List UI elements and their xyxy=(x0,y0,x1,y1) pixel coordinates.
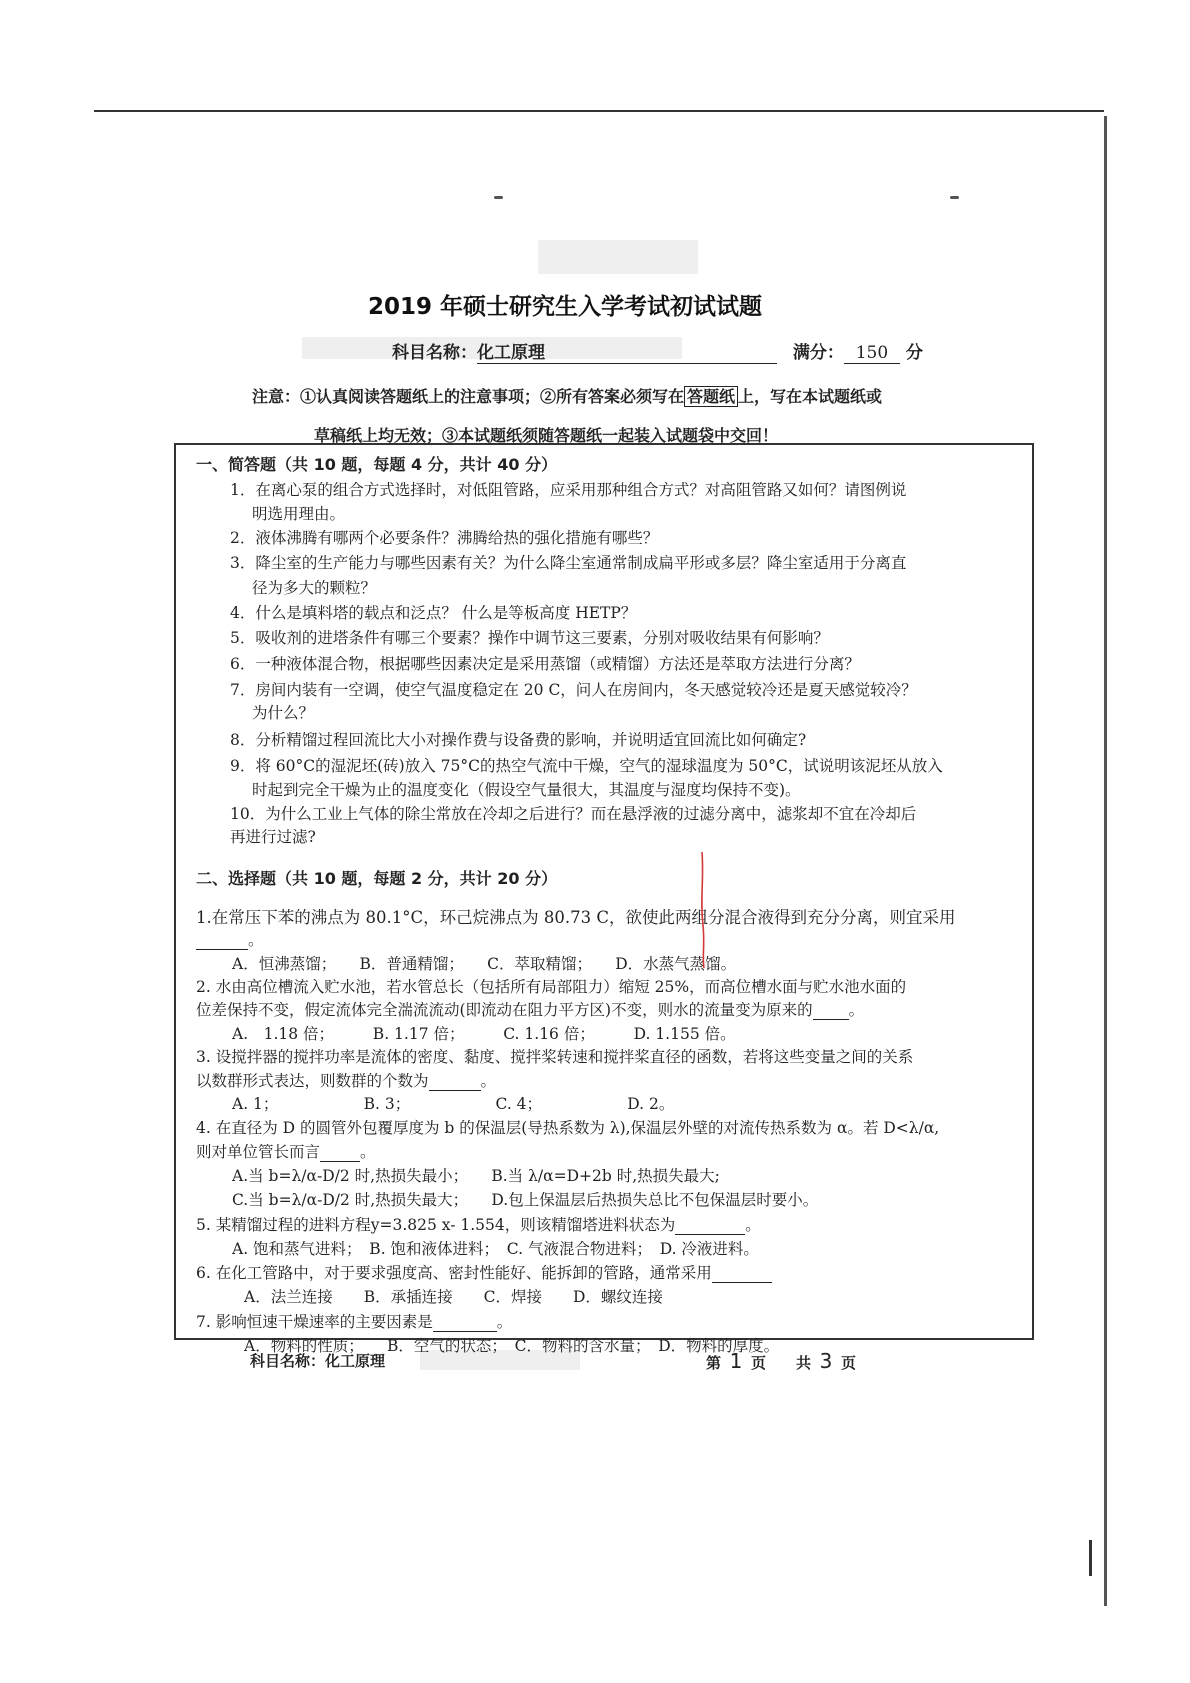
page-number: 1 xyxy=(729,1349,743,1373)
s2-q5-options: A. 饱和蒸气进料； B. 饱和液体进料； C. 气液混合物进料； D. 冷液进料。 xyxy=(232,1240,759,1258)
s1-q4: 4．什么是填料塔的载点和泛点？ 什么是等板高度 HETP？ xyxy=(230,604,637,622)
s2-q3-text: 以数群形式表达，则数群的个数为 xyxy=(196,1072,429,1090)
exam-title: 2019 年硕士研究生入学考试初试试题 xyxy=(367,294,763,320)
notice-line-2: 草稿纸上均无效；③本试题纸须随答题纸一起装入试题袋中交回！ xyxy=(314,426,779,445)
s1-q8: 8．分析精馏过程回流比大小对操作费与设备费的影响，并说明适宜回流比如何确定? xyxy=(230,731,807,749)
s2-q7-text: 7. 影响恒速干燥速率的主要因素是 xyxy=(196,1313,433,1331)
red-pen-mark xyxy=(696,850,712,970)
s2-q1-blank xyxy=(196,933,248,950)
s2-q3-line1: 3. 设搅拌器的搅拌功率是流体的密度、黏度、搅拌桨转速和搅拌桨直径的函数，若将这些变量之间的关系 xyxy=(196,1048,914,1066)
s1-q1-line2: 明选用理由。 xyxy=(252,505,346,523)
footer-page xyxy=(706,1349,856,1373)
s2-q6-options: A．法兰连接 B．承插连接 C．焊接 D．螺纹连接 xyxy=(244,1288,663,1306)
s2-q1-period: 。 xyxy=(248,931,264,949)
s2-q2-line2 xyxy=(196,1003,864,1020)
scan-mark xyxy=(1089,1540,1092,1576)
redacted-stamp xyxy=(538,240,698,274)
subject-line xyxy=(392,338,923,364)
s1-q3-line1: 3．降尘室的生产能力与哪些因素有关？为什么降尘室通常制成扁平形或多层？降尘室适用于分离直 xyxy=(230,554,907,572)
s2-q7-period: 。 xyxy=(496,1313,513,1331)
s1-q7-line1: 7．房间内装有一空调，使空气温度稳定在 20 C，问人在房间内，冬天感觉较冷还是夏天感觉较冷？ xyxy=(230,681,917,699)
punch-mark-left xyxy=(494,196,503,199)
subject-label: 科目名称： xyxy=(392,343,477,363)
notice-text-b: 上，写在本试题纸或 xyxy=(738,387,883,406)
s2-q4-line1: 4. 在直径为 D 的圆管外包覆厚度为 b 的保温层(导热系数为 λ),保温层外壁的对流传热系数为 α。若 D<λ/α, xyxy=(196,1119,940,1137)
subject-value: 化工原理 xyxy=(477,338,777,364)
s2-q5-text: 5. 某精馏过程的进料方程y=3.825 x- 1.554，则该精馏塔进料状态为 xyxy=(196,1216,676,1234)
s2-q1-line1: 1.在常压下苯的沸点为 80.1°C，环己烷沸点为 80.73 C，欲使此两组分混合液得到充分分离，则宜采用 xyxy=(196,908,956,927)
s2-q4-blank xyxy=(320,1145,360,1162)
s1-q3-line2: 径为多大的颗粒？ xyxy=(252,579,377,597)
punch-mark-right xyxy=(950,196,959,199)
page-suffix: 页 xyxy=(841,1354,857,1372)
page-prefix: 第 xyxy=(706,1354,722,1372)
s2-q2-blank xyxy=(813,1003,849,1020)
scan-border-right xyxy=(1104,116,1107,1606)
s2-q2-line1: 2. 水由高位槽流入贮水池，若水管总长（包括所有局部阻力）缩短 25%，而高位槽水面与贮水池水面的 xyxy=(196,978,907,996)
answer-sheet-box: 答题纸 xyxy=(684,386,738,407)
s1-q1-line1: 1．在离心泵的组合方式选择时，对低阻管路，应采用那种组合方式？对高阻管路又如何？请图例说 xyxy=(230,481,907,499)
score-unit: 分 xyxy=(905,343,923,363)
s1-q9-line1: 9．将 60°C的湿泥坯(砖)放入 75°C的热空气流中干燥，空气的湿球温度为 50°C，试说明该泥坯从放入 xyxy=(230,757,943,775)
scan-border-top xyxy=(94,110,1104,112)
s2-q6-text: 6. 在化工管路中，对于要求强度高、密封性能好、能拆卸的管路，通常采用 xyxy=(196,1264,712,1282)
section2-heading: 二、选择题（共 10 题，每题 2 分，共计 20 分） xyxy=(196,869,558,888)
s2-q5-period: 。 xyxy=(745,1216,761,1234)
s2-q7-blank xyxy=(433,1315,497,1332)
score-value: 150 xyxy=(844,343,900,364)
s2-q4-options-ab: A.当 b=λ/α-D/2 时,热损失最小； B.当 λ/α=D+2b 时,热损失最大; xyxy=(232,1167,720,1185)
s2-q4-line2 xyxy=(196,1145,376,1162)
s2-q4-options-cd: C.当 b=λ/α-D/2 时,热损失最大； D.包上保温层后热损失总比不包保温层时要小。 xyxy=(232,1191,819,1209)
s2-q5-blank xyxy=(675,1218,745,1235)
s2-q4-text: 则对单位管长而言 xyxy=(196,1143,321,1161)
s1-q6: 6．一种液体混合物，根据哪些因素决定是采用蒸馏（或精馏）方法还是萃取方法进行分离？ xyxy=(230,655,860,673)
page-total: 3 xyxy=(819,1349,833,1373)
s2-q3-period: 。 xyxy=(480,1072,497,1090)
s2-q3-options: A. 1； B. 3； C. 4； D. 2。 xyxy=(232,1095,675,1113)
s2-q2-text: 位差保持不变，假定流体完全湍流流动(即流动在阻力平方区)不变，则水的流量变为原来的 xyxy=(196,1001,813,1019)
s2-q4-period: 。 xyxy=(360,1143,376,1161)
s1-q5: 5．吸收剂的进塔条件有哪三个要素？操作中调节这三要素，分别对吸收结果有何影响？ xyxy=(230,629,829,647)
s1-q2: 2．液体沸腾有哪两个必要条件？沸腾给热的强化措施有哪些？ xyxy=(230,529,659,547)
s2-q1-options: A．恒沸蒸馏； B．普通精馏； C．萃取精馏； D．水蒸气蒸馏。 xyxy=(232,955,737,973)
s2-q6-line1 xyxy=(196,1266,772,1283)
s2-q3-blank xyxy=(429,1074,481,1091)
s2-q3-line2 xyxy=(196,1074,496,1091)
s1-q7-line2: 为什么？ xyxy=(252,704,315,722)
notice-text-a: 注意：①认真阅读答题纸上的注意事项；②所有答案必须写在 xyxy=(252,387,685,406)
s2-q1-line2 xyxy=(196,933,264,950)
s2-q6-blank xyxy=(712,1266,772,1283)
s2-q7-options: A．物料的性质； B．空气的状态； C．物料的含水量； D．物料的厚度。 xyxy=(244,1337,780,1355)
s1-q10-line1: 10．为什么工业上气体的除尘常放在冷却之后进行？而在悬浮液的过滤分离中，滤浆却不宜在冷却后 xyxy=(230,805,917,823)
s2-q2-options: A. 1.18 倍； B. 1.17 倍； C. 1.16 倍； D. 1.155 倍。 xyxy=(232,1025,736,1043)
s2-q2-period: 。 xyxy=(848,1001,865,1019)
s2-q5-line1 xyxy=(196,1218,761,1235)
section1-heading: 一、简答题（共 10 题，每题 4 分，共计 40 分） xyxy=(196,455,558,474)
score-label: 满分： xyxy=(792,343,844,363)
page-mid: 页 共 xyxy=(751,1354,812,1372)
s1-q10-line2: 再进行过滤? xyxy=(230,828,316,846)
footer-subject: 科目名称：化工原理 xyxy=(250,1352,386,1370)
s2-q7-line1 xyxy=(196,1315,512,1332)
s1-q9-line2: 时起到完全干燥为止的温度变化（假设空气量很大，其温度与湿度均保持不变)。 xyxy=(252,781,801,799)
notice-line-1 xyxy=(252,384,882,407)
